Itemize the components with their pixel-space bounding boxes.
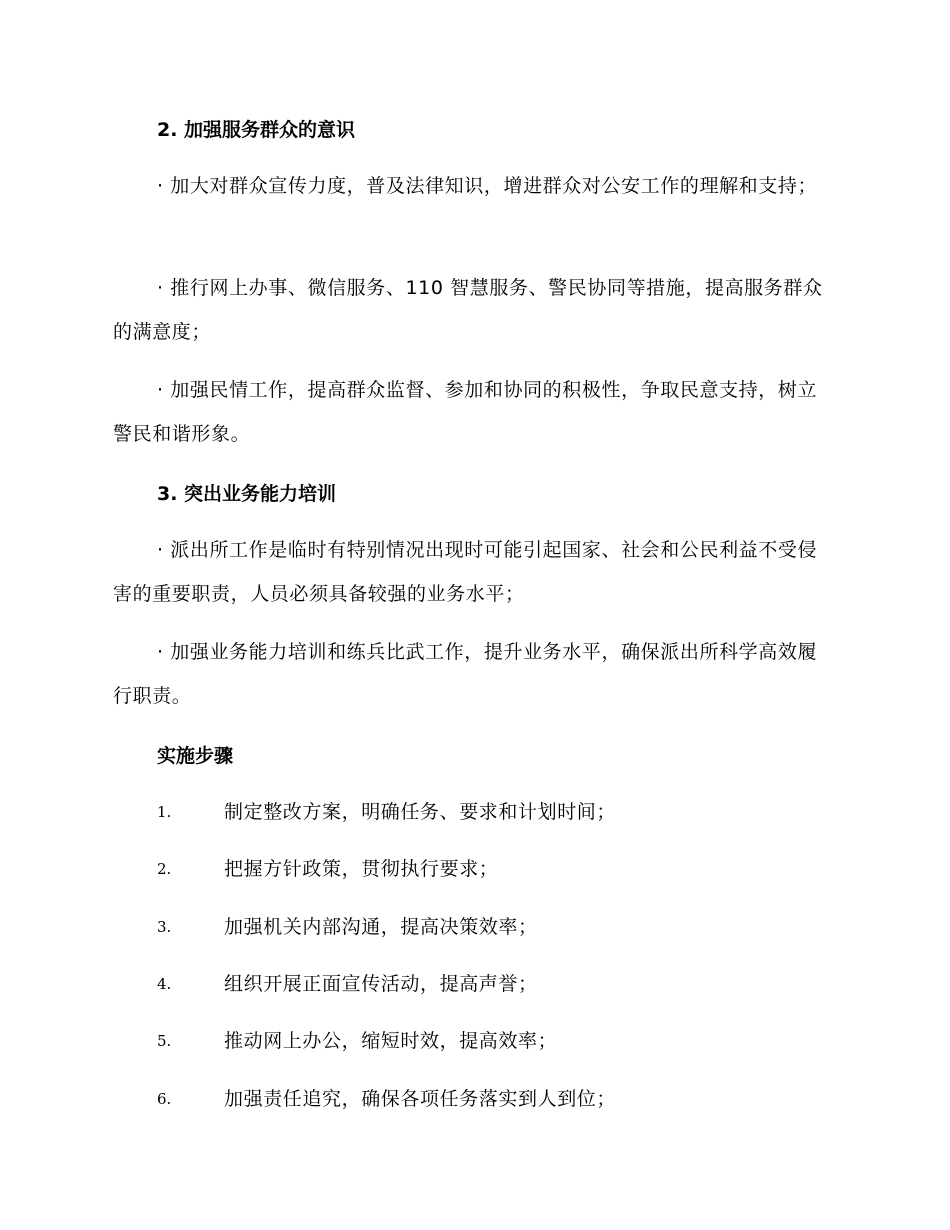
step-number: 2. <box>157 860 172 878</box>
step-number: 5. <box>157 1032 172 1050</box>
list-item <box>0 1026 950 1056</box>
step-text: 加强责任追究，确保各项任务落实到人到位； <box>224 1088 617 1110</box>
list-item <box>0 969 950 999</box>
step-number: 1. <box>157 803 172 821</box>
step-text: 组织开展正面宣传活动，提高声誉； <box>224 973 538 995</box>
section-heading-service-awareness: 2. 加强服务群众的意识 <box>157 119 356 141</box>
step-number: 4. <box>157 975 172 993</box>
step-number: 3. <box>157 918 172 936</box>
step-text: 加强机关内部沟通，提高决策效率； <box>224 916 538 938</box>
step-text: 推动网上办公，缩短时效，提高效率； <box>224 1030 558 1052</box>
bullet-paragraph: · 推行网上办事、微信服务、110 智慧服务、警民协同等措施，提高服务群众的满意度； <box>113 277 823 343</box>
list-item <box>0 854 950 884</box>
bullet-paragraph: · 加强民情工作，提高群众监督、参加和协同的积极性，争取民意支持，树立警民和谐形象。 <box>113 379 818 445</box>
section-heading-skills-training: 3. 突出业务能力培训 <box>157 483 337 505</box>
step-number: 6. <box>157 1090 172 1108</box>
bullet-paragraph: · 加大对群众宣传力度，普及法律知识，增进群众对公安工作的理解和支持； <box>157 175 818 197</box>
list-item <box>0 912 950 942</box>
list-item <box>0 797 950 827</box>
step-text: 制定整改方案，明确任务、要求和计划时间； <box>224 801 617 823</box>
bullet-paragraph: · 派出所工作是临时有特别情况出现时可能引起国家、社会和公民利益不受侵害的重要职责，人员必须具备较强的业务水平； <box>113 539 818 605</box>
section-heading-implementation-steps: 实施步骤 <box>157 745 234 767</box>
step-text: 把握方针政策，贯彻执行要求； <box>224 858 499 880</box>
bullet-paragraph: · 加强业务能力培训和练兵比武工作，提升业务水平，确保派出所科学高效履行职责。 <box>113 641 818 707</box>
list-item <box>0 1084 950 1114</box>
